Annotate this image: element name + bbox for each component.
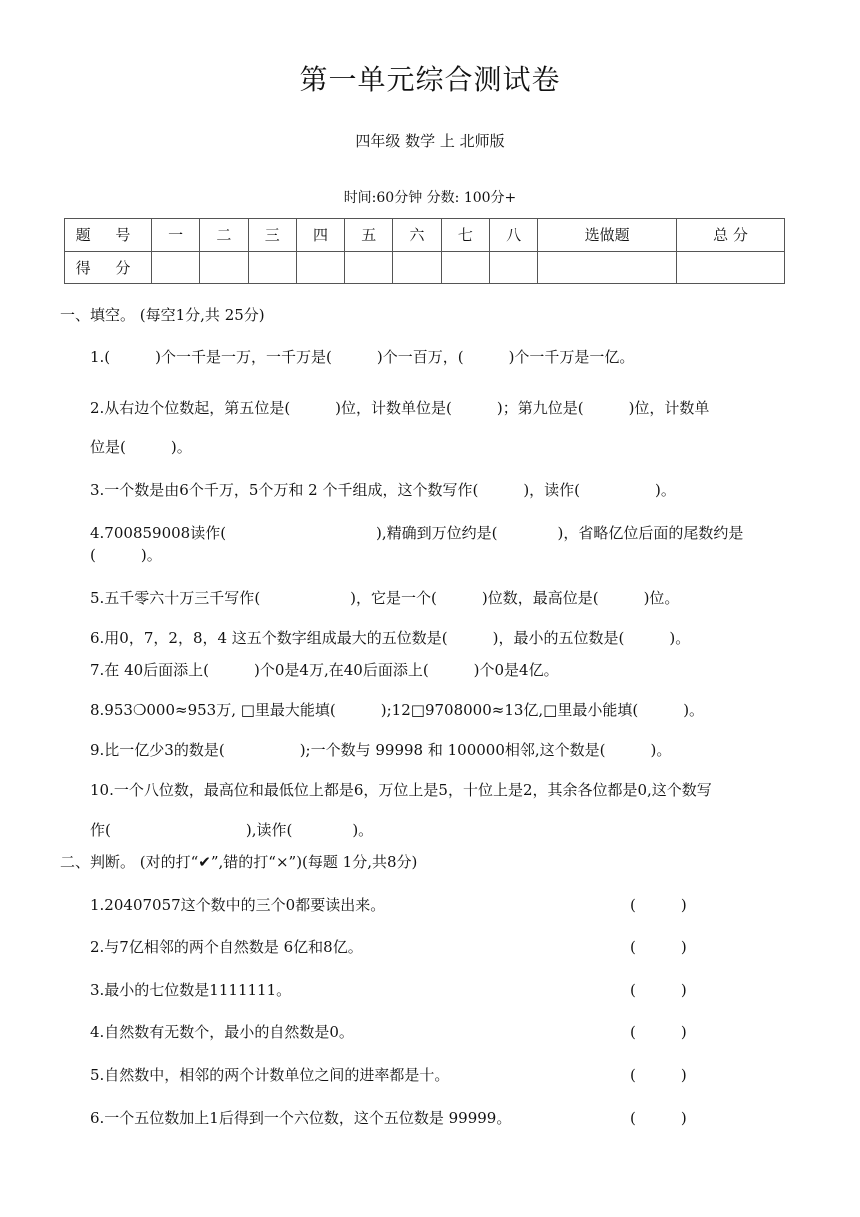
score-cell[interactable] — [248, 251, 296, 284]
score-table-score-row — [65, 251, 785, 284]
judgment-item: 2.与7亿相邻的两个自然数是 6亿和8亿。 — [90, 938, 363, 956]
judgment-item: 5.自然数中，相邻的两个计数单位之间的进率都是十。 — [90, 1066, 450, 1084]
subtitle: 四年级 数学 上 北师版 — [355, 132, 505, 150]
table-cell: 选做题 — [538, 219, 677, 252]
score-cell[interactable] — [345, 251, 393, 284]
table-cell: 总 分 — [677, 219, 785, 252]
table-cell: 得 分 — [65, 251, 152, 284]
score-cell[interactable] — [441, 251, 489, 284]
question-line: 位是( )。 — [90, 438, 192, 456]
table-cell: 一 — [152, 219, 200, 252]
page-title: 第一单元综合测试卷 — [299, 63, 561, 96]
score-cell[interactable] — [296, 251, 344, 284]
question-line: 7.在 40后面添上( )个0是4万,在40后面添上( )个0是4亿。 — [90, 661, 559, 679]
table-cell: 七 — [441, 219, 489, 252]
question-line: 5.五千零六十万三千写作( )，它是一个( )位数，最高位是( )位。 — [90, 589, 680, 607]
judgment-item: 6.一个五位数加上1后得到一个六位数，这个五位数是 99999。 — [90, 1109, 512, 1127]
section-2-heading: 二、判断。 (对的打“✔”,错的打“×”)(每题 1分,共8分) — [60, 853, 418, 871]
score-table-header-row — [65, 219, 785, 252]
judgment-item: 4.自然数有无数个，最小的自然数是0。 — [90, 1023, 354, 1041]
table-cell: 题 号 — [65, 219, 152, 252]
question-line: ( )。 — [90, 546, 162, 564]
table-cell: 六 — [393, 219, 441, 252]
score-table — [64, 218, 785, 284]
table-cell: 二 — [200, 219, 248, 252]
question-line: 3.一个数是由6个千万，5个万和 2 个千组成，这个数写作( )，读作( )。 — [90, 481, 676, 499]
answer-blank[interactable]: ( ) — [630, 938, 687, 956]
table-cell: 五 — [345, 219, 393, 252]
table-cell: 四 — [296, 219, 344, 252]
question-line: 8.953❍000≈953万, □里最大能填( );12□9708000≈13亿,□里最小能填( )。 — [90, 701, 705, 719]
score-cell[interactable] — [152, 251, 200, 284]
table-cell: 八 — [489, 219, 537, 252]
answer-blank[interactable]: ( ) — [630, 1023, 687, 1041]
score-cell[interactable] — [677, 251, 785, 284]
score-cell[interactable] — [200, 251, 248, 284]
section-1-heading: 一、填空。 (每空1分,共 25分) — [60, 306, 265, 324]
judgment-item: 3.最小的七位数是1111111。 — [90, 981, 292, 999]
question-line: 1.( )个一千是一万，一千万是( )个一百万，( )个一千万是一亿。 — [90, 348, 635, 366]
question-line: 6.用0，7，2，8，4 这五个数字组成最大的五位数是( )，最小的五位数是( )。 — [90, 629, 691, 647]
time-and-score: 时间:60分钟 分数: 100分+ — [343, 190, 517, 206]
question-line: 作( ),读作( )。 — [90, 821, 374, 839]
question-line: 10.一个八位数，最高位和最低位上都是6，万位上是5，十位上是2，其余各位都是0,这个数写 — [90, 781, 712, 799]
answer-blank[interactable]: ( ) — [630, 1109, 687, 1127]
question-line: 9.比一亿少3的数是( );一个数与 99998 和 100000相邻,这个数是( )。 — [90, 741, 672, 759]
answer-blank[interactable]: ( ) — [630, 1066, 687, 1084]
answer-blank[interactable]: ( ) — [630, 981, 687, 999]
judgment-item: 1.20407057这个数中的三个0都要读出来。 — [90, 896, 386, 914]
score-cell[interactable] — [538, 251, 677, 284]
score-cell[interactable] — [489, 251, 537, 284]
answer-blank[interactable]: ( ) — [630, 896, 687, 914]
table-cell: 三 — [248, 219, 296, 252]
question-line: 4.700859008读作( ),精确到万位约是( )，省略亿位后面的尾数约是 — [90, 524, 744, 542]
score-cell[interactable] — [393, 251, 441, 284]
question-line: 2.从右边个位数起，第五位是( )位，计数单位是( )；第九位是( )位，计数单 — [90, 399, 710, 417]
